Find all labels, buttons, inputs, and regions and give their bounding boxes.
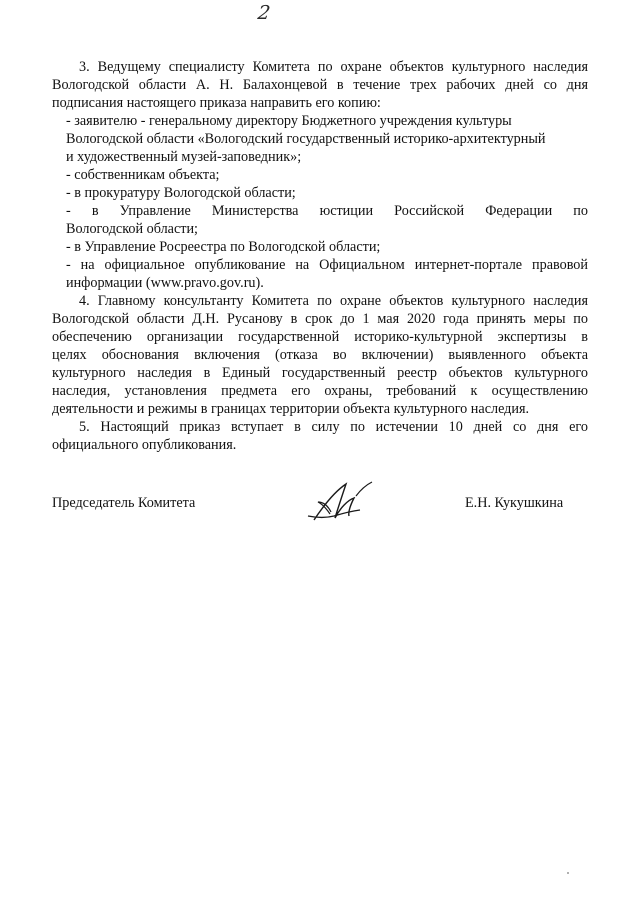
- signatory-name: Е.Н. Кукушкина: [465, 495, 564, 511]
- text-line: - в прокуратуру Вологодской области;: [66, 185, 296, 201]
- text-line: - на официальное опубликование на Официальном интернет-портале правовой: [66, 257, 588, 273]
- text-line: 3. Ведущему специалисту Комитета по охране объектов культурного наследия: [79, 59, 588, 75]
- text-line: обеспечению организации государственной историко-культурной экспертизы в: [52, 329, 588, 345]
- text-line: - заявителю - генеральному директору Бюджетного учреждения культуры: [66, 113, 512, 129]
- text-line: Вологодской области Д.Н. Русанову в срок до 1 мая 2020 года принять меры по: [52, 311, 588, 327]
- text-line: - в Управление Министерства юстиции Российской Федерации по: [66, 203, 588, 219]
- text-line: - в Управление Росреестра по Вологодской области;: [66, 239, 381, 255]
- text-line: наследия, установления предмета его охраны, требований к осуществлению: [52, 383, 588, 399]
- signatory-title: Председатель Комитета: [52, 495, 196, 511]
- text-line: и художественный музей-заповедник»;: [66, 149, 302, 165]
- text-line: подписания настоящего приказа направить его копию:: [52, 95, 381, 111]
- text-line: 5. Настоящий приказ вступает в силу по истечении 10 дней со дня его: [79, 419, 588, 435]
- text-line: Вологодской области «Вологодский государственный историко-архитектурный: [66, 131, 546, 147]
- text-line: деятельности и режимы в границах территории объекта культурного наследия.: [52, 401, 530, 417]
- page-number: 2: [256, 2, 272, 24]
- text-line: целях обоснования включения (отказа во включении) выявленного объекта: [52, 347, 588, 363]
- text-line: Вологодской области А. Н. Балахонцевой в течение трех рабочих дней со дня: [52, 77, 588, 93]
- text-line: информации (www.pravo.gov.ru).: [66, 275, 264, 291]
- text-line: официального опубликования.: [52, 437, 237, 453]
- handwritten-signature: [300, 478, 386, 524]
- text-line: Вологодской области;: [66, 221, 198, 237]
- text-line: - собственникам объекта;: [66, 167, 220, 183]
- scan-speck: [567, 872, 569, 874]
- text-line: культурного наследия в Единый государственный реестр объектов культурного: [52, 365, 588, 381]
- text-line: 4. Главному консультанту Комитета по охране объектов культурного наследия: [79, 293, 588, 309]
